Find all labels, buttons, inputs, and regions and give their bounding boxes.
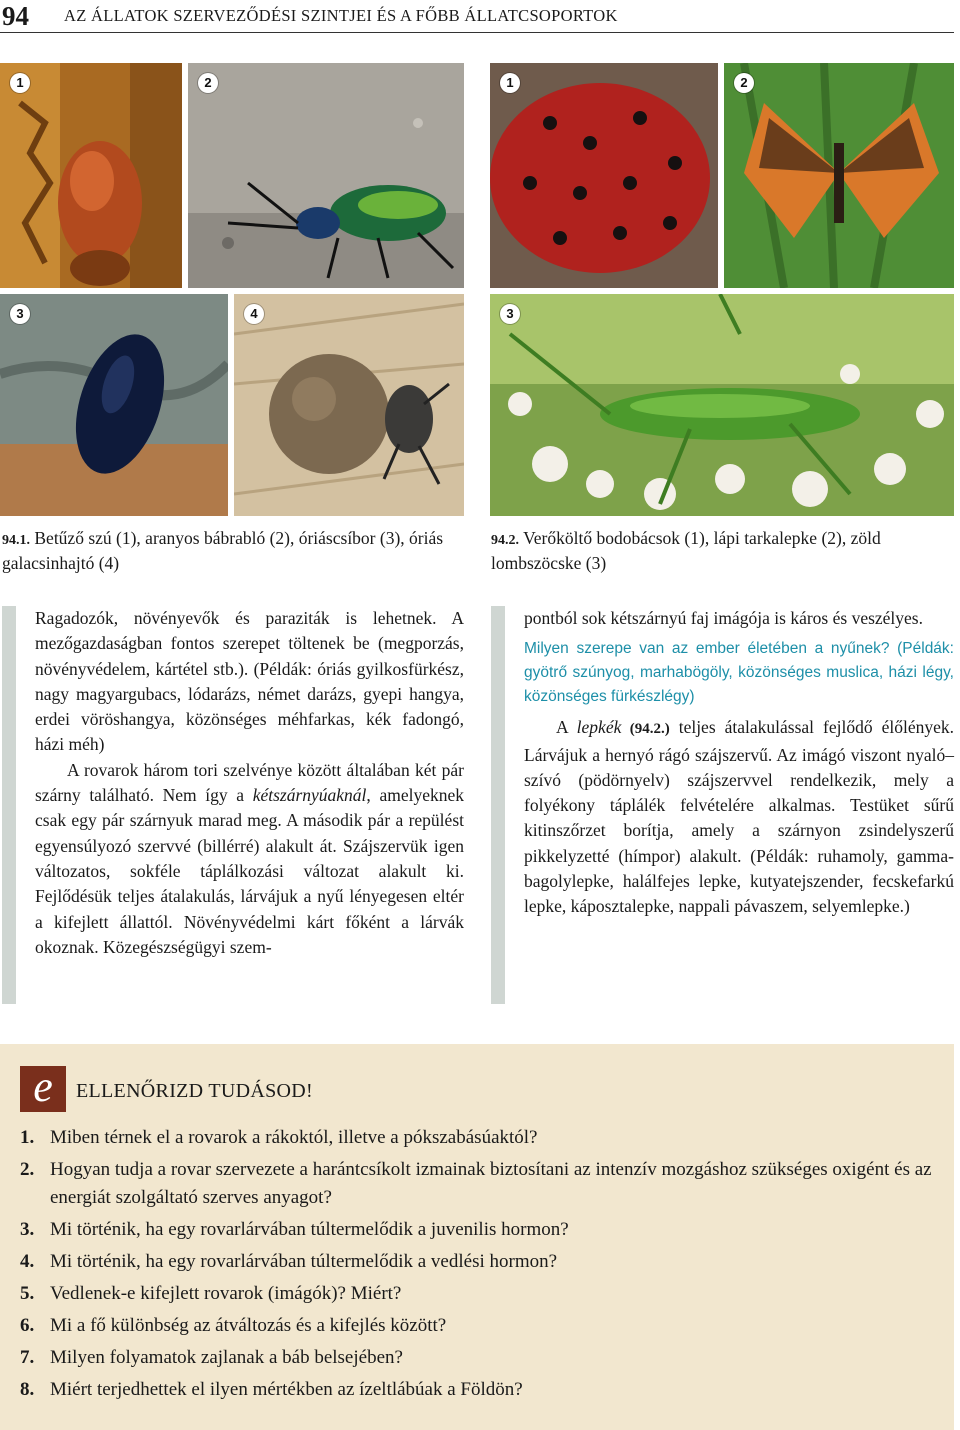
firebugs-image bbox=[490, 63, 718, 288]
photo-katydid bbox=[490, 294, 954, 516]
question-text: Mi a fő különbség az átváltozás és a kifejlés között? bbox=[50, 1315, 447, 1336]
caption-number: 94.1. bbox=[2, 533, 30, 548]
photo-butterfly bbox=[724, 63, 954, 288]
photo-ground-beetle bbox=[188, 63, 464, 288]
question-item bbox=[20, 1248, 945, 1276]
text-run: , amelyeknek csak egy pár szárnyuk marad meg. A második pár a repülést egyensúlyozó szervvé (billérré) alakult át. Szájszervük igen változatos, sokféle táplálkozási változat alakult ki. Fejlődésük teljes átalakulás, lárvájuk a nyű lényegesen eltér a kifejlett állattól. Növényvédelmi kárt főként a lárvák okoznak. Közegészségügyi szem- bbox=[35, 785, 464, 957]
water-beetle-image bbox=[0, 294, 228, 516]
text-run: teljes átalakulással fejlődő élőlények. Lárvájuk a hernyó rágó szájszervű. Az imágó viszont nyaló–szívó (pödörnyelv) szájszervvel rendelkezik, mely a folyékony táplálék felvételére alkalmas. Testüket sűrű kitinszőrzet borítja, amely a szárnyon zsindelyszerű pikkelyzetté (hímpor) alakult. (Példák: ruhamoly, gamma-bagolylepke, halálfejes lepke, kutyatejszender, fecskefarkú lepke, káposztalepke, nappali pávaszem, selyemlepke.) bbox=[524, 717, 954, 917]
question-text: Vedlenek-e kifejlett rovarok (imágók)? Miért? bbox=[50, 1283, 402, 1304]
paragraph bbox=[524, 715, 954, 919]
emphasized-term: lepkék bbox=[576, 717, 622, 738]
question-text: Miben térnek el a rovarok a rákoktól, illetve a pókszabásúaktól? bbox=[50, 1127, 538, 1148]
right-column-bar bbox=[491, 606, 505, 1004]
photo-firebugs bbox=[490, 63, 718, 288]
figure-caption-94-1 bbox=[2, 527, 464, 575]
caption-number: 94.2. bbox=[491, 533, 519, 548]
page-header bbox=[0, 0, 960, 36]
question-item bbox=[20, 1280, 945, 1308]
emphasized-term: kétszárnyúaknál bbox=[252, 785, 367, 806]
photo-dung-beetle bbox=[234, 294, 464, 516]
katydid-image bbox=[490, 294, 954, 516]
butterfly-image bbox=[724, 63, 954, 288]
question-number: 7. bbox=[20, 1347, 35, 1368]
photo-badge: 3 bbox=[500, 304, 520, 324]
question-item bbox=[20, 1344, 945, 1372]
right-text-column bbox=[524, 606, 954, 920]
text-run: A bbox=[556, 717, 577, 738]
question-text: Miért terjedhettek el ilyen mértékben az ízeltlábúak a Földön? bbox=[50, 1379, 523, 1400]
question-number: 2. bbox=[20, 1159, 35, 1180]
running-title: AZ ÁLLATOK SZERVEZŐDÉSI SZINTJEI ÉS A FŐBB ÁLLATCSOPORTOK bbox=[64, 6, 618, 25]
photo-bark-beetle bbox=[0, 63, 182, 288]
question-number: 5. bbox=[20, 1283, 35, 1304]
question-text: Mi történik, ha egy rovarlárvában túltermelődik a juvenilis hormon? bbox=[50, 1219, 569, 1240]
figure-caption-94-2 bbox=[491, 527, 955, 575]
photo-badge: 2 bbox=[198, 73, 218, 93]
question-text: Milyen folyamatok zajlanak a báb belsejében? bbox=[50, 1347, 403, 1368]
question-item bbox=[20, 1376, 945, 1404]
paragraph: Ragadozók, növényevők és paraziták is lehetnek. A mezőgazdaságban fontos szerepet töltenek be (megporzás, növényvédelem, kártétel stb.). (Példák: óriás gyilkosfürkész, nagy magyargubacs, lódarázs, német darázs, gyepi hangya, erdei vöröshangya, közönséges méhfarkas, kék fadongó, házi méh) bbox=[35, 608, 464, 755]
header-rule bbox=[0, 32, 954, 33]
photo-badge: 1 bbox=[10, 73, 30, 93]
caption-text: Verőköltő bodobácsok (1), lápi tarkalepke (2), zöld lombszöcske (3) bbox=[491, 528, 881, 573]
left-text-column bbox=[35, 606, 464, 960]
photo-badge: 2 bbox=[734, 73, 754, 93]
text-run: A rovarok három tori szelvénye között általában két pár szárny található. Nem így a bbox=[35, 759, 464, 806]
question-number: 1. bbox=[20, 1127, 35, 1148]
question-text: Mi történik, ha egy rovarlárvában túltermelődik a vedlési hormon? bbox=[50, 1251, 558, 1272]
photo-badge: 4 bbox=[244, 304, 264, 324]
left-column-bar bbox=[2, 606, 16, 1004]
question-item bbox=[20, 1156, 945, 1212]
question-number: 6. bbox=[20, 1315, 35, 1336]
question-number: 8. bbox=[20, 1379, 35, 1400]
page-number: 94 bbox=[2, 1, 29, 31]
figure-reference: (94.2.) bbox=[621, 721, 670, 738]
ground-beetle-image bbox=[188, 63, 464, 288]
question-number: 3. bbox=[20, 1219, 35, 1240]
question-number: 4. bbox=[20, 1251, 35, 1272]
photo-badge: 1 bbox=[500, 73, 520, 93]
question-item bbox=[20, 1312, 945, 1340]
question-item bbox=[20, 1124, 945, 1152]
bark-beetle-image bbox=[0, 63, 182, 288]
check-title: ELLENŐRIZD TUDÁSOD! bbox=[76, 1080, 313, 1102]
question-list bbox=[20, 1124, 945, 1408]
question-item bbox=[20, 1216, 945, 1244]
photo-badge: 3 bbox=[10, 304, 30, 324]
paragraph: pontból sok kétszárnyú faj imágója is káros és veszélyes. bbox=[524, 608, 923, 628]
photo-water-beetle bbox=[0, 294, 228, 516]
paragraph bbox=[35, 758, 464, 960]
e-logo-icon: e bbox=[20, 1066, 66, 1112]
caption-text: Betűző szú (1), aranyos bábrabló (2), óriáscsíbor (3), óriás galacsinhajtó (4) bbox=[2, 528, 444, 573]
question-text: Hogyan tudja a rovar szervezete a harántcsíkolt izmainak biztosítani az intenzív mozgáshoz szükséges oxigént és az energiát szolgáltató szerves anyagot? bbox=[50, 1159, 932, 1208]
discussion-question: Milyen szerepe van az ember életében a nyűnek? (Példák: gyötrő szúnyog, marhabögöly, közönséges muslica, házi légy, közönséges fürkészlégy) bbox=[524, 640, 954, 706]
dung-beetle-image bbox=[234, 294, 464, 516]
